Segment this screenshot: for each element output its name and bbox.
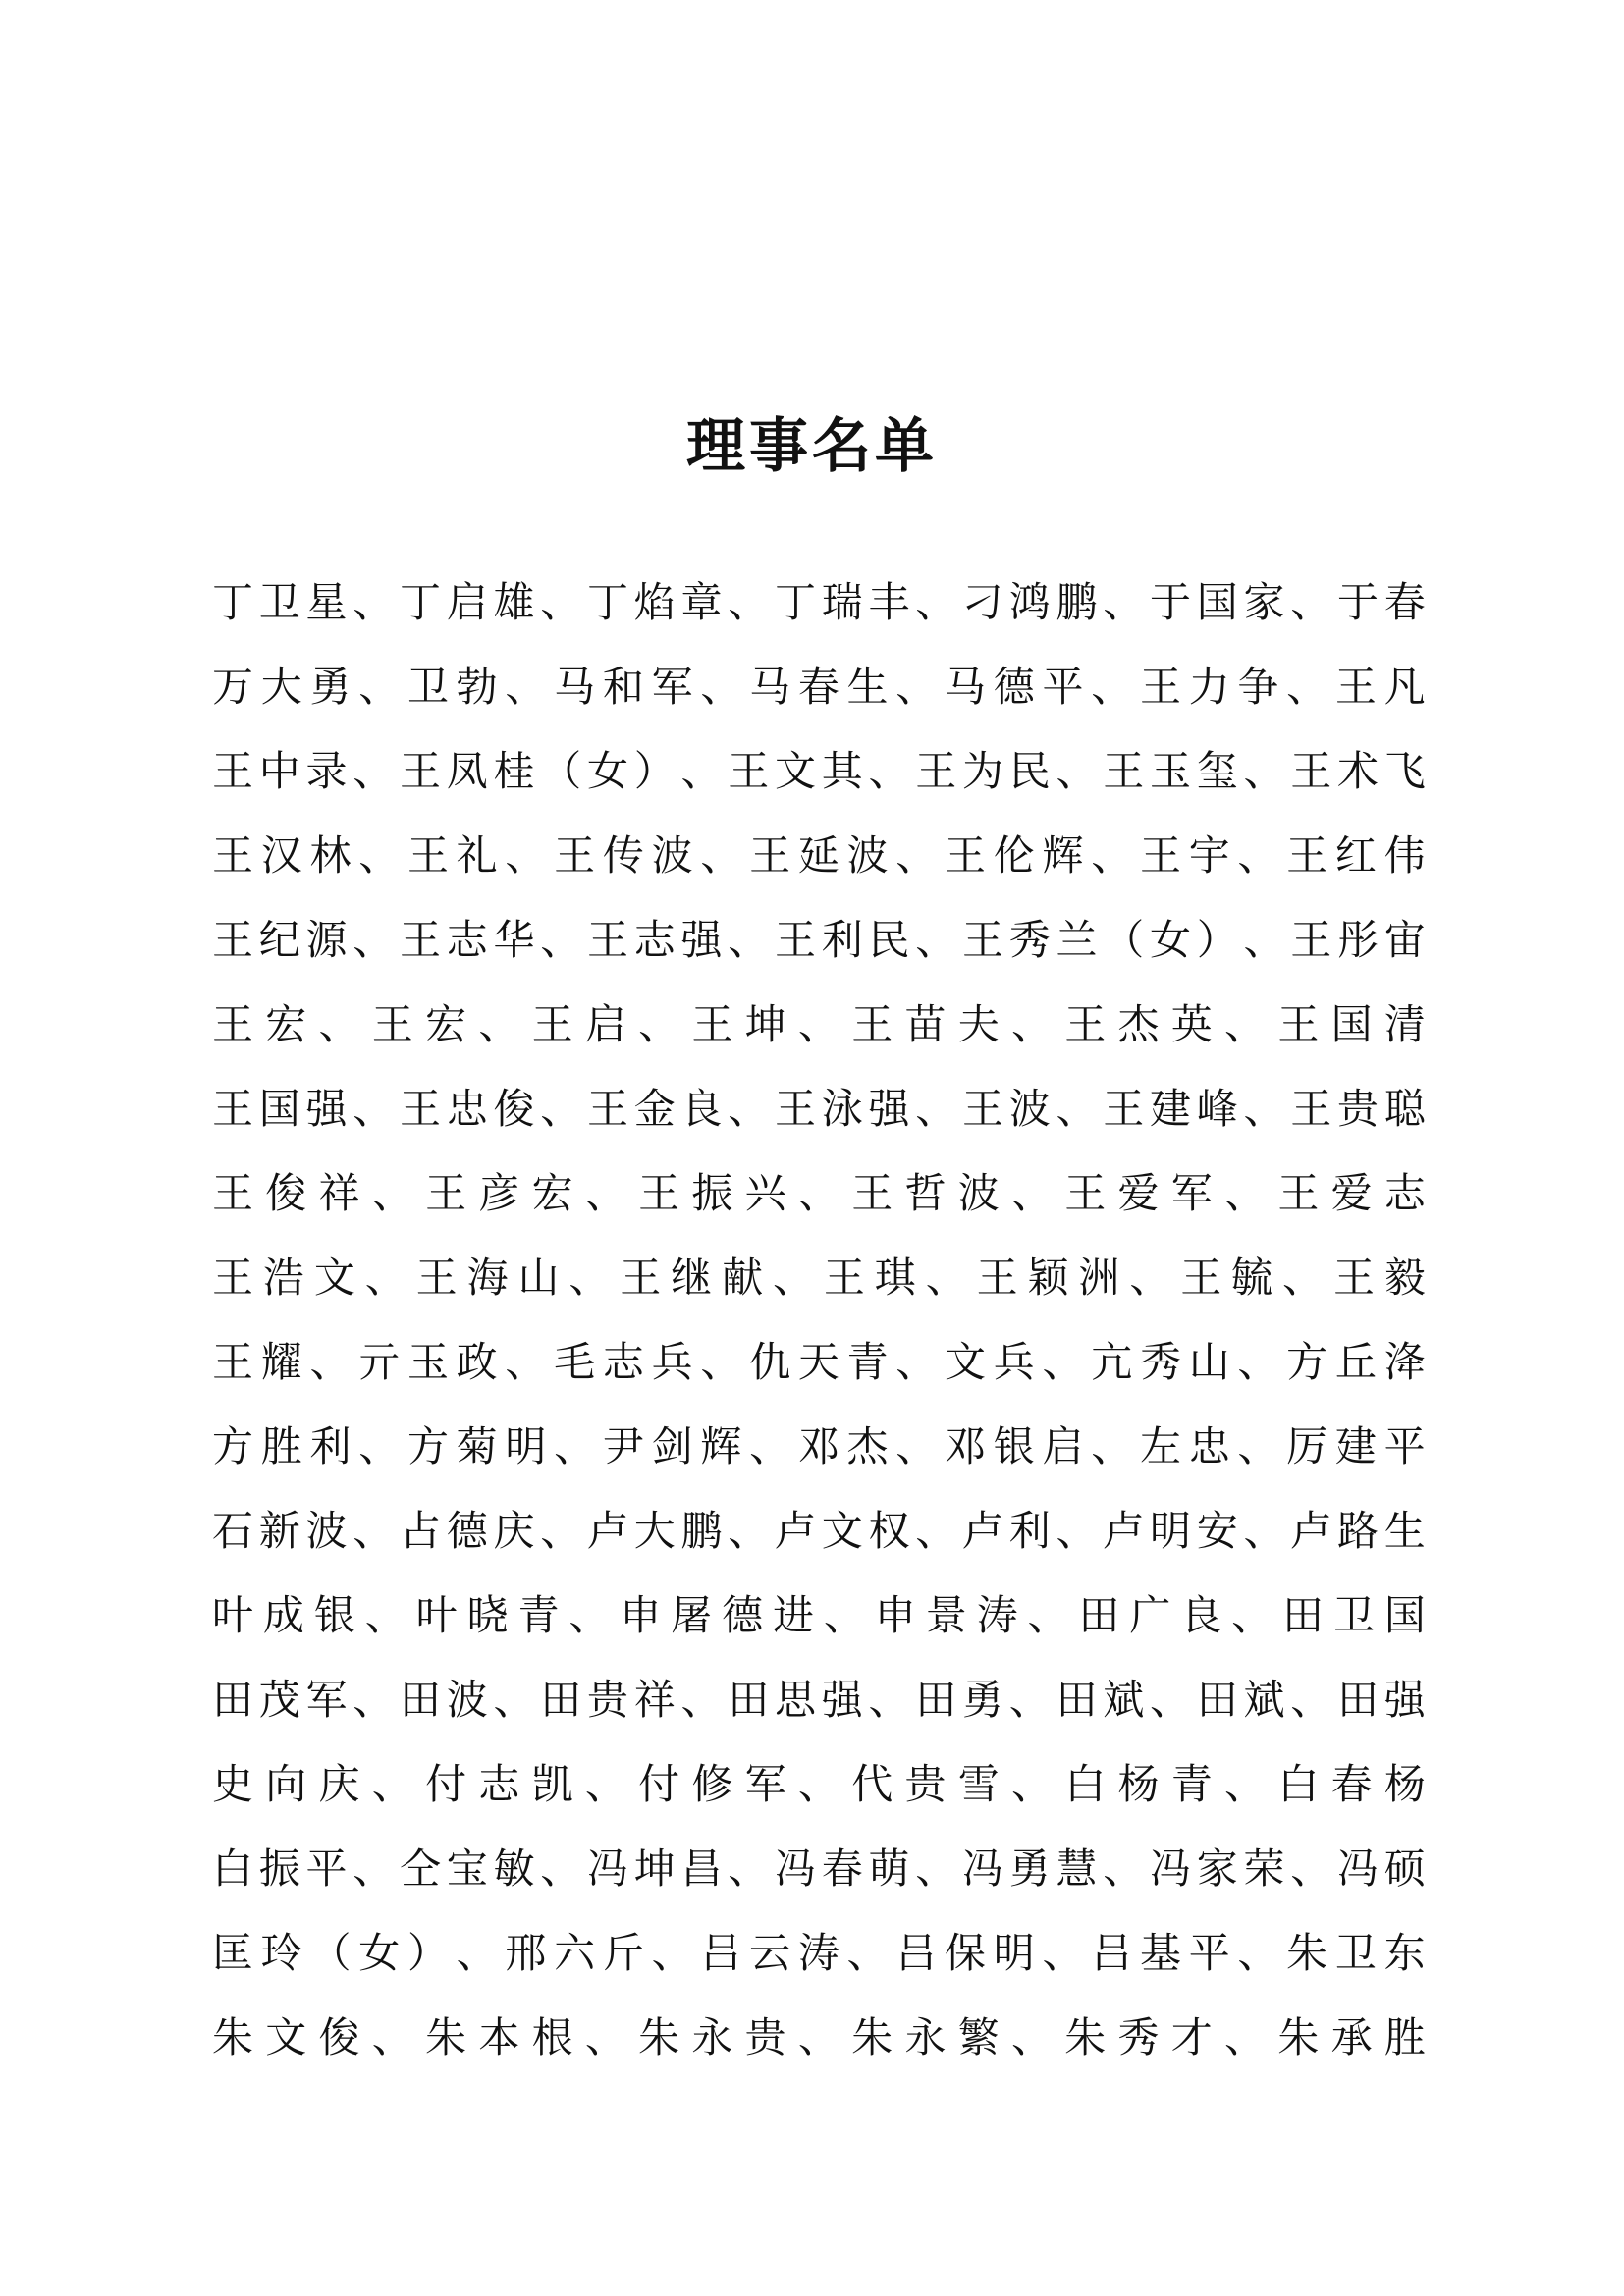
name-list-line: 丁 卫 星 、 丁 启 雄 、 丁 焰 章 、 丁 瑞 丰 、 刁 鸿 鹏 、 于 国 家 、 于 春: [212, 578, 1426, 626]
name-list-line: 田 茂 军 、 田 波 、 田 贵 祥 、 田 思 强 、 田 勇 、 田 斌 、 田 斌 、 田 强: [212, 1676, 1426, 1724]
name-list-line: 王 纪 源 、 王 志 华 、 王 志 强 、 王 利 民 、 王 秀 兰 （ 女 ） 、 王 彤 宙: [212, 916, 1426, 964]
name-list-line: 匡 玲 （ 女 ） 、 邢 六 斤 、 吕 云 涛 、 吕 保 明 、 吕 基 平 、 朱 卫 东: [212, 1929, 1426, 1977]
name-list-line: 王 耀 、 亓 玉 政 、 毛 志 兵 、 仇 天 青 、 文 兵 、 亢 秀 山 、 方 丘 洚: [212, 1338, 1426, 1386]
name-list-line: 王 浩 文 、 王 海 山 、 王 继 献 、 王 琪 、 王 颖 洲 、 王 毓 、 王 毅: [212, 1254, 1426, 1302]
name-list-line: 叶 成 银 、 叶 晓 青 、 申 屠 德 进 、 申 景 涛 、 田 广 良 、 田 卫 国: [212, 1591, 1426, 1639]
name-list-line: 朱 文 俊 、 朱 本 根 、 朱 永 贵 、 朱 永 繁 、 朱 秀 才 、 朱 承 胜: [212, 2013, 1426, 2061]
name-list-line: 史 向 庆 、 付 志 凯 、 付 修 军 、 代 贵 雪 、 白 杨 青 、 白 春 杨: [212, 1760, 1426, 1808]
name-list-line: 王 国 强 、 王 忠 俊 、 王 金 良 、 王 泳 强 、 王 波 、 王 建 峰 、 王 贵 聪: [212, 1085, 1426, 1133]
name-list-line: 方 胜 利 、 方 菊 明 、 尹 剑 辉 、 邓 杰 、 邓 银 启 、 左 忠 、 厉 建 平: [212, 1422, 1426, 1470]
name-list-line: 王 中 录 、 王 凤 桂 （ 女 ） 、 王 文 其 、 王 为 民 、 王 玉 玺 、 王 术 飞: [212, 747, 1426, 795]
name-list-line: 王 宏 、 王 宏 、 王 启 、 王 坤 、 王 苗 夫 、 王 杰 英 、 王 国 清: [212, 1000, 1426, 1048]
name-list-line: 王 俊 祥 、 王 彦 宏 、 王 振 兴 、 王 哲 波 、 王 爱 军 、 王 爱 志: [212, 1169, 1426, 1217]
director-name-list: [212, 558, 1426, 2077]
name-list-line: 万 大 勇 、 卫 勃 、 马 和 军 、 马 春 生 、 马 德 平 、 王 力 争 、 王 凡: [212, 663, 1426, 711]
name-list-line: 石 新 波 、 占 德 庆 、 卢 大 鹏 、 卢 文 权 、 卢 利 、 卢 明 安 、 卢 路 生: [212, 1507, 1426, 1555]
page-title: 理事名单: [686, 412, 938, 481]
name-list-line: 白 振 平 、 仝 宝 敏 、 冯 坤 昌 、 冯 春 萌 、 冯 勇 慧 、 冯 家 荣 、 冯 硕: [212, 1844, 1426, 1893]
name-list-line: 王 汉 林 、 王 礼 、 王 传 波 、 王 延 波 、 王 伦 辉 、 王 宇 、 王 红 伟: [212, 831, 1426, 880]
